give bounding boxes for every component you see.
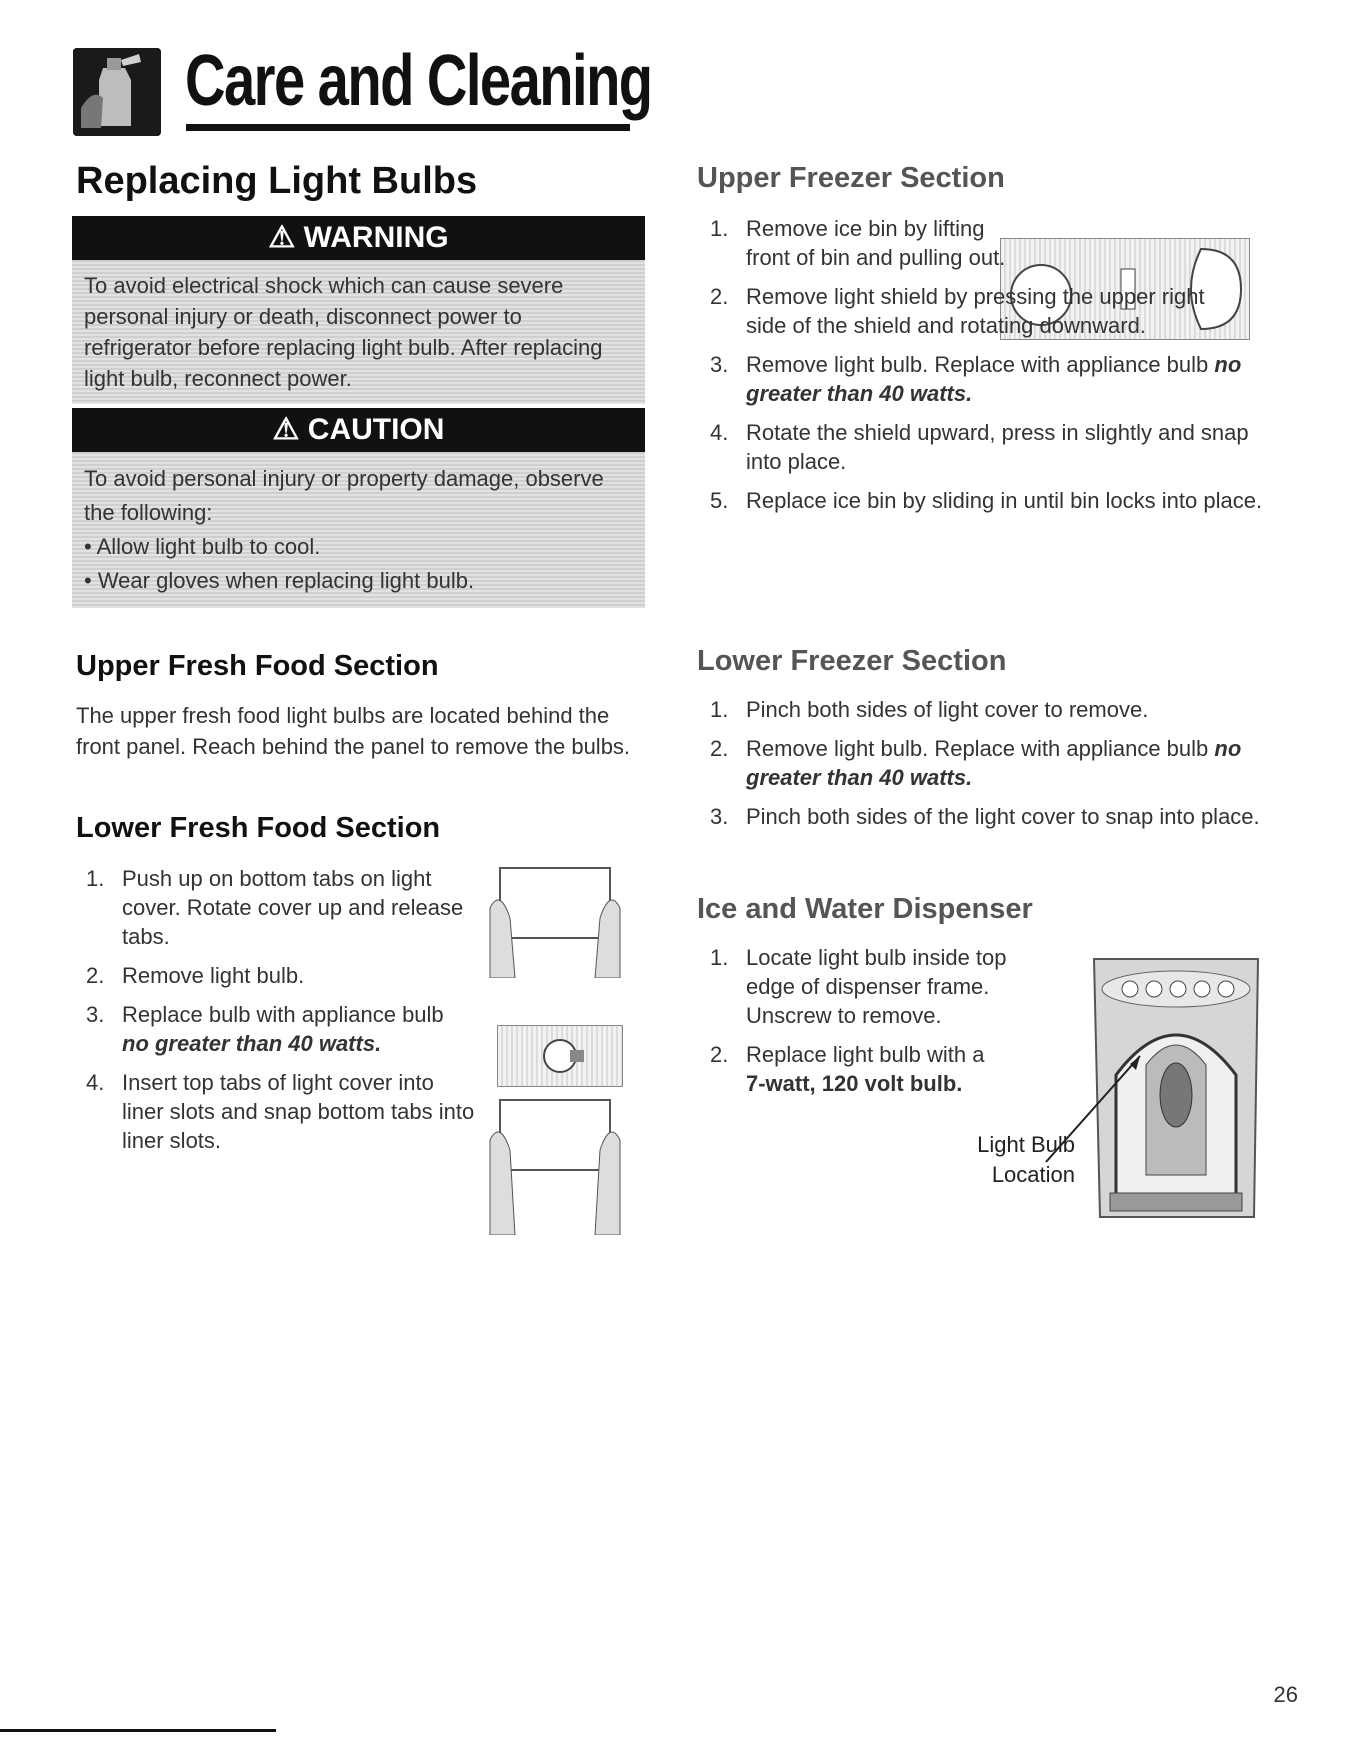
list-item: 4. Insert top tabs of light cover into liner slots and snap bottom tabs into liner slots. xyxy=(86,1070,475,1153)
dispenser-steps xyxy=(710,943,1030,1108)
list-item: 3. Replace bulb with appliance bulb no greater than 40 watts. xyxy=(86,1002,444,1056)
list-item: 2. Replace light bulb with a 7-watt, 120 volt bulb. xyxy=(710,1042,985,1096)
page-number: 26 xyxy=(1273,1682,1298,1707)
dispenser-title: Ice and Water Dispenser xyxy=(697,893,1033,925)
caution-intro: To avoid personal injury or property damage, observe the following: xyxy=(84,466,604,525)
list-item: 4. Rotate the shield upward, press in slightly and snap into place. xyxy=(710,420,1249,474)
caution-box xyxy=(72,408,645,608)
upper-fresh-text: The upper fresh food light bulbs are located behind the front panel. Reach behind the panel to remove the bulbs. xyxy=(76,703,631,759)
upper-freezer-title: Upper Freezer Section xyxy=(697,162,1005,194)
warning-label: ⚠ WARNING xyxy=(72,216,645,260)
upper-freezer-steps xyxy=(710,214,1270,525)
caution-bullet: • Wear gloves when replacing light bulb. xyxy=(84,568,475,593)
lower-fresh-title: Lower Fresh Food Section xyxy=(76,812,441,844)
list-item: 1. Remove ice bin by lifting front of bin and pulling out. xyxy=(710,216,1006,270)
list-item: 1. Locate light bulb inside top edge of dispenser frame. Unscrew to remove. xyxy=(710,945,1007,1028)
caution-body xyxy=(72,452,645,608)
page-header-title: Care and Cleaning xyxy=(185,41,652,121)
upper-fresh-title: Upper Fresh Food Section xyxy=(76,650,439,682)
list-item: 1. Pinch both sides of light cover to remove. xyxy=(710,697,1149,722)
caution-bullet: • Allow light bulb to cool. xyxy=(84,534,321,559)
list-item: 5. Replace ice bin by sliding in until bin locks into place. xyxy=(710,488,1263,513)
header-rule xyxy=(186,124,630,131)
lower-freezer-steps xyxy=(710,695,1270,841)
warning-body xyxy=(72,260,645,404)
footer-rule xyxy=(0,1729,276,1732)
lower-fresh-steps xyxy=(86,864,476,1165)
caution-label: ⚠ CAUTION xyxy=(72,408,645,452)
list-item: 2. Remove light shield by pressing the upper right side of the shield and rotating downward. xyxy=(710,284,1205,338)
section-title: Replacing Light Bulbs xyxy=(76,160,478,202)
warning-text: To avoid electrical shock which can cause severe personal injury or death, disconnect power to refrigerator before replacing light bulb. After replacing light bulb, reconnect power. xyxy=(84,273,603,391)
light-cover-illustration xyxy=(480,858,630,978)
lower-freezer-title: Lower Freezer Section xyxy=(697,645,1007,677)
light-bulb-caption xyxy=(960,1130,1075,1190)
light-cover-install-illustration xyxy=(480,1090,630,1235)
caption-line: Location xyxy=(991,1162,1075,1187)
light-bulb-illustration xyxy=(497,1025,623,1087)
list-item: 2. Remove light bulb. Replace with appliance bulb no greater than 40 watts. xyxy=(710,736,1242,790)
warning-box xyxy=(72,216,645,404)
list-item: 3. Pinch both sides of the light cover to snap into place. xyxy=(710,804,1260,829)
list-item: 1. Push up on bottom tabs on light cover. Rotate cover up and release tabs. xyxy=(86,866,464,949)
caption-line: Light Bulb xyxy=(977,1132,1075,1157)
cleaning-spray-icon xyxy=(73,48,161,136)
list-item: 2. Remove light bulb. xyxy=(86,963,305,988)
list-item: 3. Remove light bulb. Replace with appliance bulb no greater than 40 watts. xyxy=(710,352,1242,406)
